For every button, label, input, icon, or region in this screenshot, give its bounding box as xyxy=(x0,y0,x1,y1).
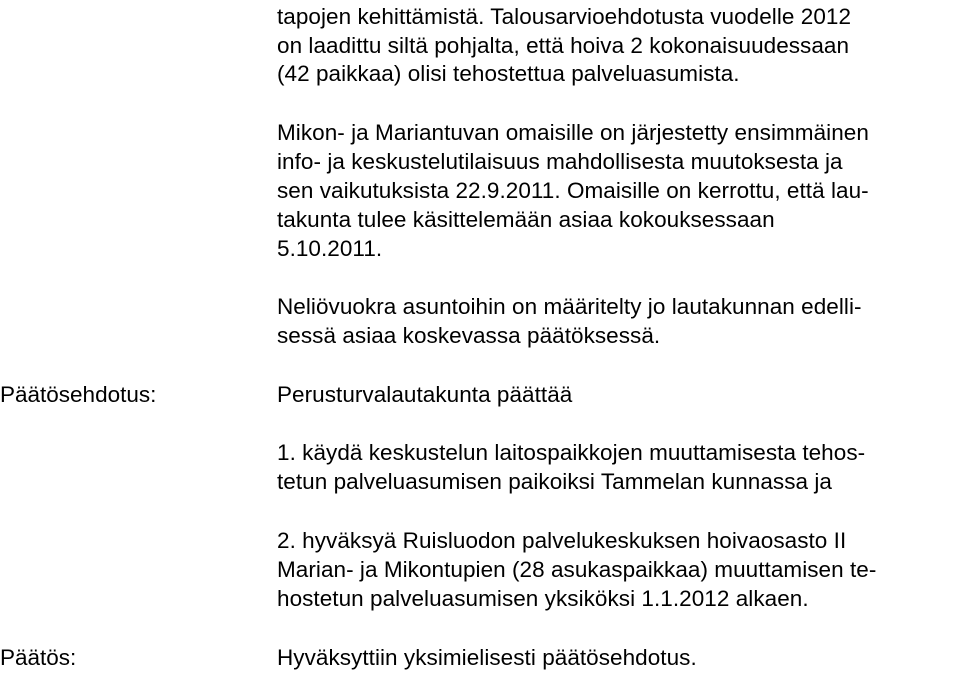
decision-label: Päätös: xyxy=(0,645,77,670)
paragraph-2-line-2: info- ja keskustelutilaisuus mahdollisesta muutoksesta ja xyxy=(277,149,843,174)
paragraph-2-line-5: 5.10.2011. xyxy=(277,236,383,261)
proposal-item-1-line-1: 1. käydä keskustelun laitospaikkojen muuttamisesta tehos- xyxy=(277,440,866,465)
paragraph-2-line-3: sen vaikutuksista 22.9.2011. Omaisille on kerrottu, että lau- xyxy=(277,178,869,203)
proposal-item-1-line-2: tetun palveluasumisen paikoiksi Tammelan kunnassa ja xyxy=(277,469,832,494)
proposal-label: Päätösehdotus: xyxy=(0,382,157,407)
proposal-intro: Perusturvalautakunta päättää xyxy=(277,382,573,407)
proposal-item-2-line-3: hostetun palveluasumisen yksiköksi 1.1.2012 alkaen. xyxy=(277,586,809,611)
paragraph-2-line-1: Mikon- ja Mariantuvan omaisille on järjestetty ensimmäinen xyxy=(277,120,869,145)
paragraph-3-line-1: Neliövuokra asuntoihin on määritelty jo lautakunnan edelli- xyxy=(277,294,862,319)
proposal-item-2-line-1: 2. hyväksyä Ruisluodon palvelukeskuksen hoivaosasto II xyxy=(277,528,847,553)
paragraph-3-line-2: sessä asiaa koskevassa päätöksessä. xyxy=(277,323,661,348)
decision-text: Hyväksyttiin yksimielisesti päätösehdotus. xyxy=(277,645,697,670)
paragraph-1-line-1: tapojen kehittämistä. Talousarvioehdotusta vuodelle 2012 xyxy=(277,4,852,29)
paragraph-2-line-4: takunta tulee käsittelemään asiaa kokouksessaan xyxy=(277,207,775,232)
paragraph-1-line-2: on laadittu siltä pohjalta, että hoiva 2 kokonaisuudessaan xyxy=(277,33,850,58)
proposal-item-2-line-2: Marian- ja Mikontupien (28 asukaspaikkaa) muuttamisen te- xyxy=(277,557,877,582)
paragraph-1-line-3: (42 paikkaa) olisi tehostettua palveluasumista. xyxy=(277,61,740,86)
